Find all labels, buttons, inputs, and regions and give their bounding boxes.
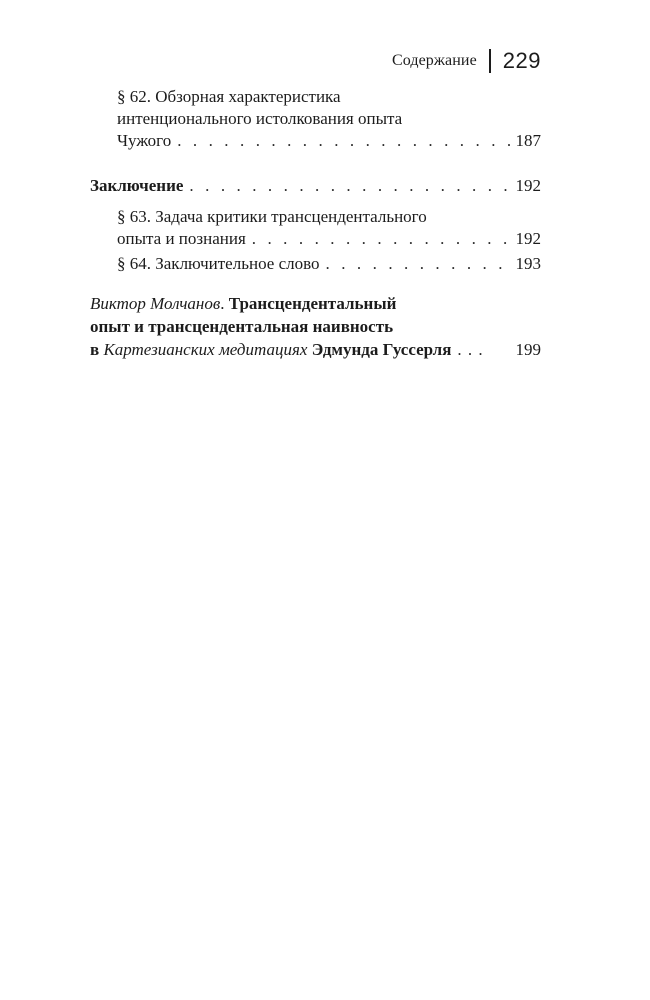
toc-entry-s63[interactable]: [117, 227, 541, 251]
afterword-line3: [90, 338, 451, 362]
afterword-title-part2: Эдмунда Гуссерля: [307, 340, 452, 359]
toc-entry-afterword-line2: опыт и трансцендентальная наивность: [90, 317, 394, 336]
toc-entry-s63-page: 192: [515, 229, 541, 248]
toc-entry-afterword-line1: [90, 292, 396, 316]
toc-entry-afterword-page: 199: [515, 340, 541, 359]
toc-entry-s62-page: 187: [515, 131, 541, 150]
toc-entry-s62-line3: Чужого: [117, 131, 172, 150]
afterword-prefix: в: [90, 340, 104, 359]
toc-entry-s64-page: 193: [515, 254, 541, 273]
dot-leader: [189, 174, 509, 198]
toc-entry-conclusion-label: Заключение: [90, 176, 184, 195]
toc-entry-conclusion-page: 192: [515, 176, 541, 195]
running-header-title: Содержание: [391, 52, 477, 69]
dot-leader: [252, 227, 510, 251]
afterword-book-title: Картезианских медитациях: [103, 340, 308, 359]
toc-entry-s63-line2: опыта и познания: [117, 229, 246, 248]
toc-entry-s62-line2: интенционального истолкования опыта: [117, 109, 403, 128]
header-divider: [489, 49, 491, 73]
dot-leader: [326, 252, 510, 276]
toc-entry-s64-label: § 64. Заключительное слово: [117, 254, 320, 273]
afterword-author-sep: .: [220, 294, 229, 313]
afterword-title-part1: Трансцендентальный: [228, 294, 397, 313]
running-header: [392, 48, 541, 74]
toc-entry-conclusion[interactable]: [90, 174, 541, 198]
dot-leader: [457, 338, 483, 362]
toc-entry-s63-line1: § 63. Задача критики трансцендентального: [117, 207, 427, 226]
toc-entry-s62[interactable]: [117, 129, 541, 153]
afterword-author: Виктор Молчанов: [90, 294, 221, 313]
page-number: 229: [502, 48, 541, 73]
toc-entry-afterword[interactable]: [90, 338, 541, 362]
toc-entry-s64[interactable]: [117, 252, 541, 276]
dot-leader: [177, 129, 509, 153]
toc-entry-s62-line1: § 62. Обзорная характеристика: [117, 87, 341, 106]
